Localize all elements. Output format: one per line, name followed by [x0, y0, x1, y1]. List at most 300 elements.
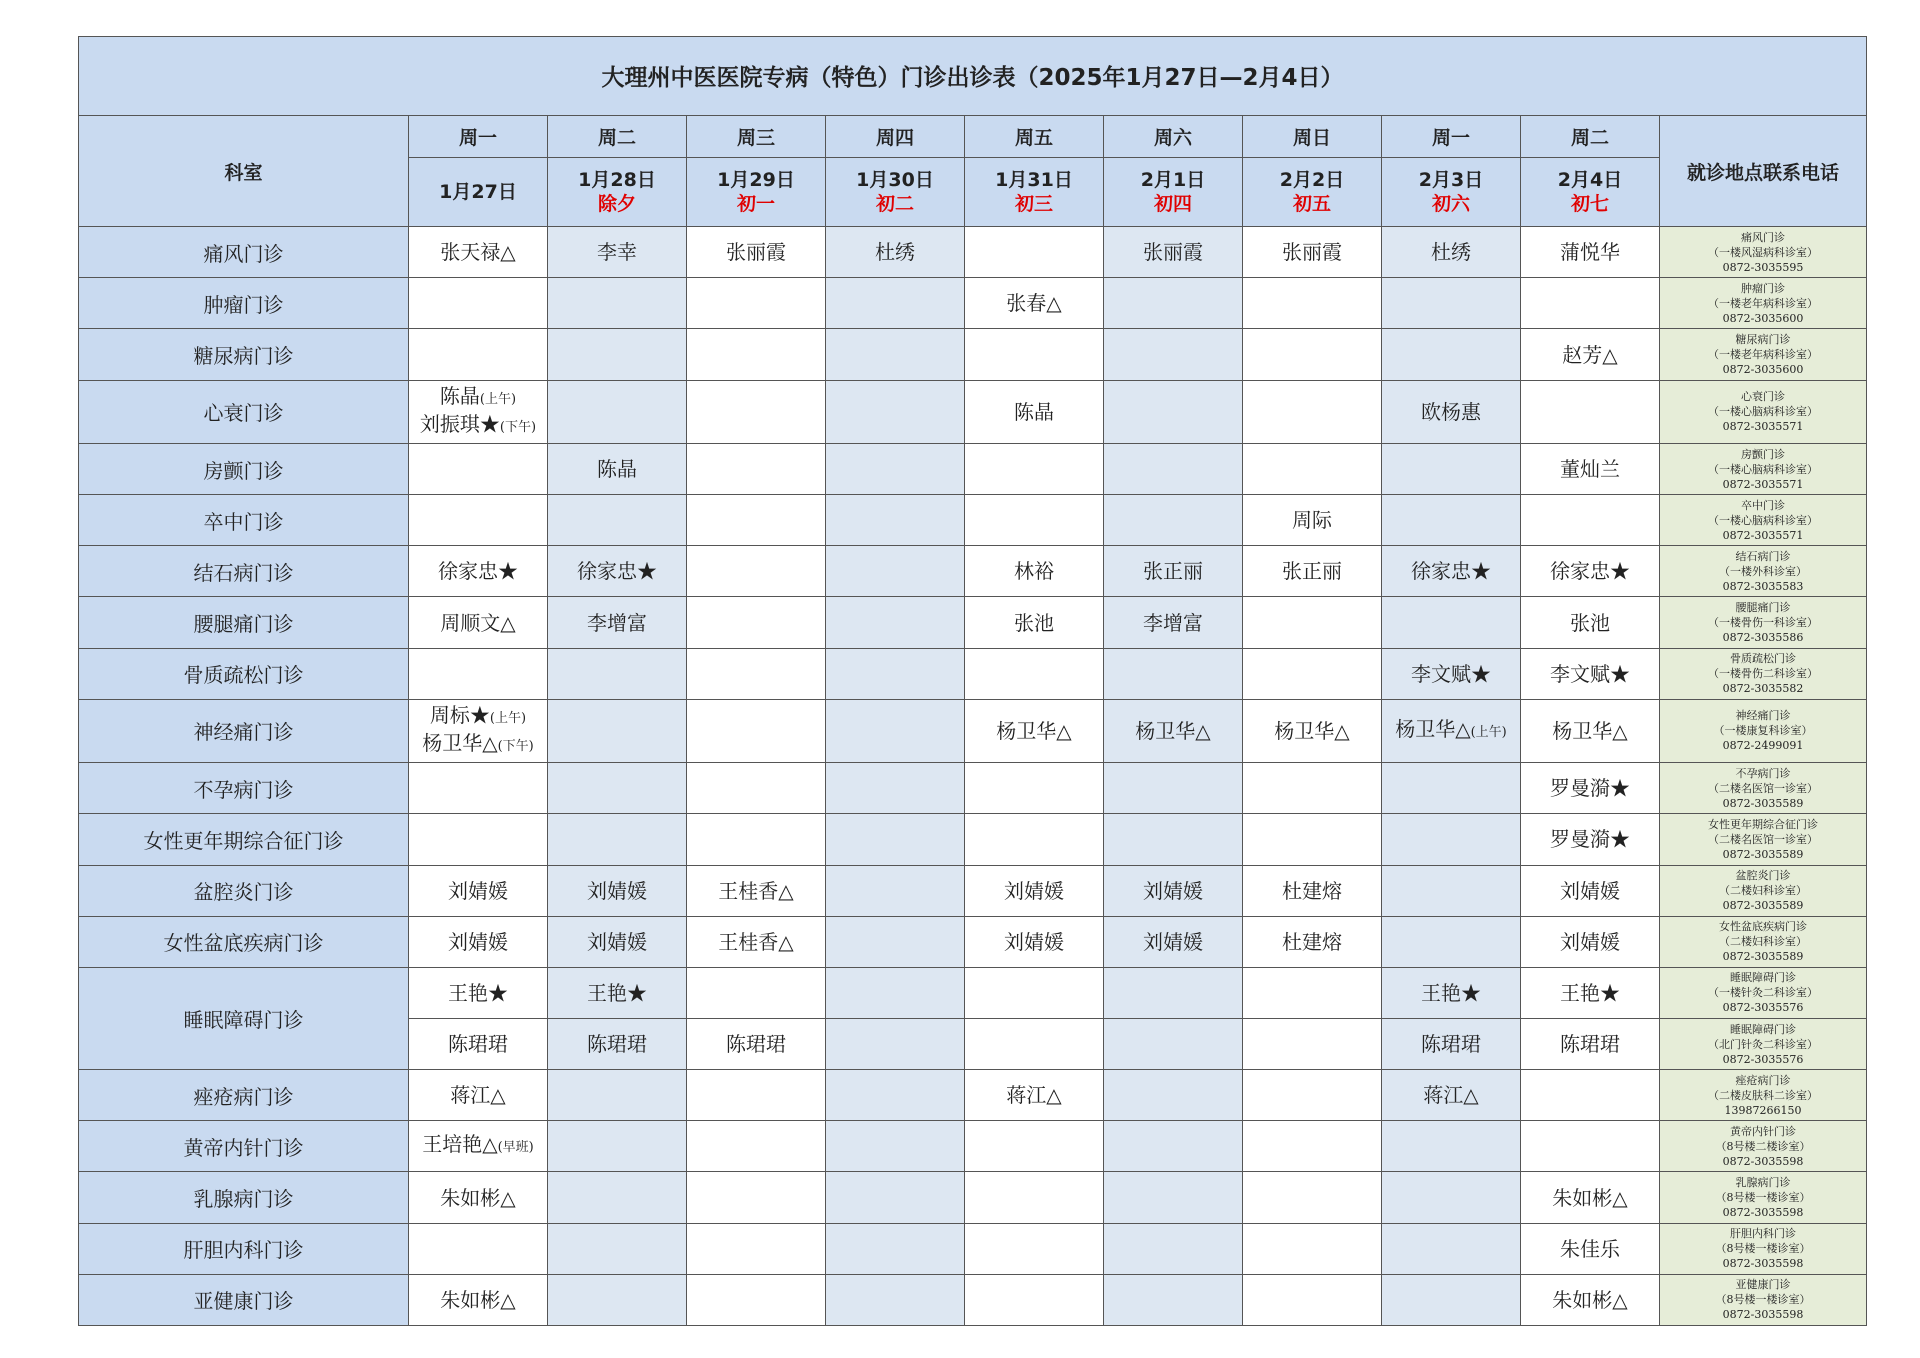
doctor-name: 刘婧媛 — [1560, 878, 1620, 903]
doctor-cell — [409, 329, 548, 380]
doctor-cell — [1104, 1274, 1243, 1325]
doctor-cell — [409, 648, 548, 699]
doctor-name: 林裕 — [1014, 559, 1054, 584]
weekday-header: 周五 — [965, 115, 1104, 157]
location-cell — [1660, 763, 1867, 814]
doctor-cell — [965, 865, 1104, 916]
doctor-cell — [1521, 329, 1660, 380]
date-label: 2月4日 — [1557, 169, 1623, 192]
doctor-cell — [826, 1070, 965, 1121]
table-row — [79, 546, 1867, 597]
doctor-name: 李文赋★ — [1411, 661, 1491, 686]
doctor-name: 张天禄△ — [440, 240, 516, 265]
doctor-cell — [409, 814, 548, 865]
phone-number: 0872-3035600 — [1722, 311, 1804, 325]
doctor-name: 蒲悦华 — [1560, 240, 1620, 265]
doctor-cell — [965, 699, 1104, 762]
dept-name: 不孕病门诊 — [79, 763, 409, 814]
doctor-cell — [1104, 444, 1243, 495]
location-text: （一楼心脑病科诊室） — [1708, 513, 1818, 527]
doctor-cell — [1104, 329, 1243, 380]
location-text: 心衰门诊 — [1741, 390, 1785, 404]
doctor-cell — [965, 495, 1104, 546]
doctor-cell — [1104, 380, 1243, 443]
doctor-name: 朱如彬△ — [440, 1185, 516, 1210]
doctor-cell — [1521, 380, 1660, 443]
doctor-cell — [409, 1274, 548, 1325]
doctor-cell — [1382, 546, 1521, 597]
doctor-cell — [965, 380, 1104, 443]
doctor-cell — [1382, 699, 1521, 762]
weekday-header: 周一 — [1382, 115, 1521, 157]
location-cell — [1660, 329, 1867, 380]
doctor-name: 刘振琪★ — [419, 411, 500, 436]
doctor-cell — [1521, 648, 1660, 699]
doctor-name: 周标★ — [429, 702, 490, 727]
location-text: 乳腺病门诊 — [1735, 1176, 1791, 1190]
location-text: 糖尿病门诊 — [1735, 333, 1791, 347]
dept-name: 结石病门诊 — [79, 546, 409, 597]
doctor-cell — [687, 1121, 826, 1172]
doctor-cell — [1382, 1223, 1521, 1274]
doctor-cell — [548, 1223, 687, 1274]
doctor-name: 陈晶 — [597, 457, 637, 482]
doctor-cell — [687, 648, 826, 699]
doctor-cell — [1521, 597, 1660, 648]
doctor-cell — [1382, 380, 1521, 443]
doctor-cell — [1382, 1172, 1521, 1223]
doctor-name: 赵芳△ — [1562, 342, 1618, 367]
phone-number: 0872-3035582 — [1722, 682, 1804, 696]
doctor-cell — [1521, 967, 1660, 1018]
doctor-cell — [1521, 278, 1660, 329]
doctor-name: 张丽霞 — [726, 240, 786, 265]
doctor-cell — [1243, 967, 1382, 1018]
table-row — [79, 648, 1867, 699]
doctor-cell — [1382, 648, 1521, 699]
doctor-name: 徐家忠★ — [577, 559, 657, 584]
doctor-cell — [965, 916, 1104, 967]
doctor-cell — [1382, 916, 1521, 967]
doctor-cell — [965, 763, 1104, 814]
location-text: （二楼皮肤科二诊室） — [1708, 1088, 1818, 1102]
doctor-cell — [1243, 278, 1382, 329]
doctor-cell — [826, 699, 965, 762]
phone-number: 0872-3035586 — [1722, 631, 1804, 645]
table-row — [79, 916, 1867, 967]
doctor-name: 张池 — [1570, 610, 1610, 635]
dept-name: 乳腺病门诊 — [79, 1172, 409, 1223]
phone-number: 0872-3035571 — [1722, 477, 1804, 491]
date-header — [409, 158, 548, 227]
table-row — [79, 1223, 1867, 1274]
doctor-name: 罗曼漪★ — [1550, 827, 1630, 852]
location-text: 黄帝内针门诊 — [1730, 1124, 1796, 1138]
dept-header: 科室 — [79, 115, 409, 226]
doctor-name: 刘婧媛 — [448, 878, 508, 903]
doctor-name: 王桂香△ — [718, 929, 794, 954]
phone-number: 0872-3035598 — [1722, 1308, 1804, 1322]
doctor-cell — [409, 380, 548, 443]
doctor-name: 陈晶 — [439, 383, 480, 408]
doctor-cell — [409, 865, 548, 916]
dept-name: 卒中门诊 — [79, 495, 409, 546]
doctor-name: 罗曼漪★ — [1550, 776, 1630, 801]
location-text: （二楼妇科诊室） — [1719, 935, 1807, 949]
weekday-header: 周二 — [1521, 115, 1660, 157]
doctor-cell — [1104, 495, 1243, 546]
doctor-cell — [409, 1121, 548, 1172]
phone-number: 0872-2499091 — [1722, 739, 1804, 753]
doctor-cell — [548, 1172, 687, 1223]
doctor-cell — [1382, 865, 1521, 916]
phone-number: 0872-3035583 — [1722, 579, 1804, 593]
dept-name: 骨质疏松门诊 — [79, 648, 409, 699]
doctor-cell — [1104, 814, 1243, 865]
doctor-cell — [826, 1018, 965, 1069]
table-row — [79, 1172, 1867, 1223]
phone-number: 0872-3035595 — [1722, 260, 1804, 274]
doctor-name: 杨卫华△ — [422, 730, 498, 755]
doctor-cell — [409, 916, 548, 967]
doctor-cell — [965, 546, 1104, 597]
dept-name: 肿瘤门诊 — [79, 278, 409, 329]
location-text: 睡眠障碍门诊 — [1730, 1022, 1796, 1036]
dept-name: 房颤门诊 — [79, 444, 409, 495]
doctor-cell — [826, 763, 965, 814]
location-text: （二楼名医馆一诊室） — [1708, 781, 1818, 795]
dept-name: 肝胆内科门诊 — [79, 1223, 409, 1274]
doctor-cell — [1104, 1223, 1243, 1274]
doctor-name: 陈珺珺 — [587, 1032, 647, 1057]
doctor-cell — [548, 1018, 687, 1069]
doctor-cell — [965, 227, 1104, 278]
doctor-cell — [965, 1070, 1104, 1121]
location-text: 睡眠障碍门诊 — [1730, 971, 1796, 985]
doctor-name: 杨卫华△ — [1552, 718, 1628, 743]
doctor-cell — [409, 699, 548, 762]
doctor-cell — [965, 967, 1104, 1018]
doctor-cell — [1521, 865, 1660, 916]
date-header — [1104, 158, 1243, 227]
location-text: （一楼外科诊室） — [1719, 564, 1807, 578]
doctor-cell — [1382, 329, 1521, 380]
doctor-cell — [1521, 495, 1660, 546]
location-text: （二楼名医馆一诊室） — [1708, 832, 1818, 846]
doctor-cell — [1104, 648, 1243, 699]
dept-name: 心衰门诊 — [79, 380, 409, 443]
weekday-header: 周一 — [409, 115, 548, 157]
doctor-cell — [687, 699, 826, 762]
doctor-cell — [409, 444, 548, 495]
doctor-cell — [409, 597, 548, 648]
doctor-cell — [409, 763, 548, 814]
dept-name: 腰腿痛门诊 — [79, 597, 409, 648]
doctor-cell — [687, 1172, 826, 1223]
doctor-name: 刘婧媛 — [587, 929, 647, 954]
doctor-cell — [965, 444, 1104, 495]
table-row — [79, 329, 1867, 380]
doctor-cell — [409, 546, 548, 597]
doctor-cell — [409, 1070, 548, 1121]
dept-name: 女性盆底疾病门诊 — [79, 916, 409, 967]
doctor-cell — [1382, 763, 1521, 814]
phone-number: 0872-3035589 — [1722, 950, 1804, 964]
location-text: （一楼骨伤二科诊室） — [1708, 667, 1818, 681]
doctor-cell — [826, 648, 965, 699]
doctor-name: 徐家忠★ — [1411, 559, 1491, 584]
location-text: 女性更年期综合征门诊 — [1708, 817, 1818, 831]
doctor-cell — [548, 329, 687, 380]
phone-number: 0872-3035600 — [1722, 363, 1804, 377]
doctor-cell — [1382, 814, 1521, 865]
doctor-cell — [826, 865, 965, 916]
doctor-name: 欧杨惠 — [1421, 399, 1481, 424]
doctor-cell — [687, 278, 826, 329]
doctor-cell — [1521, 546, 1660, 597]
doctor-cell — [1104, 1172, 1243, 1223]
date-label: 1月27日 — [439, 181, 517, 204]
doctor-name: 杨卫华△ — [1395, 716, 1471, 741]
location-text: （一楼心脑病科诊室） — [1708, 462, 1818, 476]
location-cell — [1660, 1274, 1867, 1325]
doctor-cell — [965, 1223, 1104, 1274]
page-title: 大理州中医医院专病（特色）门诊出诊表（2025年1月27日—2月4日） — [79, 37, 1867, 116]
doctor-cell — [548, 380, 687, 443]
location-text: 亚健康门诊 — [1735, 1278, 1791, 1292]
lunar-date-label: 初二 — [875, 193, 914, 216]
date-label: 1月30日 — [856, 169, 934, 192]
dept-name: 亚健康门诊 — [79, 1274, 409, 1325]
doctor-cell — [1243, 699, 1382, 762]
doctor-cell — [1521, 1070, 1660, 1121]
doctor-name: 王艳★ — [1421, 980, 1481, 1005]
doctor-name: 张丽霞 — [1282, 240, 1342, 265]
location-header: 就诊地点联系电话 — [1660, 115, 1867, 226]
doctor-name: 陈珺珺 — [726, 1032, 786, 1057]
date-label: 2月3日 — [1418, 169, 1484, 192]
doctor-name: 刘婧媛 — [1004, 929, 1064, 954]
doctor-cell — [1104, 278, 1243, 329]
date-header — [1521, 158, 1660, 227]
doctor-cell — [1104, 763, 1243, 814]
doctor-name: 刘婧媛 — [1143, 878, 1203, 903]
doctor-cell — [548, 546, 687, 597]
shift-note: (下午) — [499, 419, 537, 435]
doctor-cell — [409, 1018, 548, 1069]
doctor-name: 朱佳乐 — [1560, 1236, 1620, 1261]
doctor-cell — [687, 444, 826, 495]
shift-note: (早班) — [497, 1140, 534, 1156]
table-row — [79, 1070, 1867, 1121]
doctor-cell — [548, 278, 687, 329]
doctor-cell — [1521, 227, 1660, 278]
phone-number: 0872-3035598 — [1722, 1206, 1804, 1220]
doctor-cell — [965, 1121, 1104, 1172]
doctor-cell — [687, 967, 826, 1018]
doctor-cell — [1521, 1172, 1660, 1223]
location-text: 肿瘤门诊 — [1741, 281, 1785, 295]
doctor-name: 杜建熔 — [1282, 929, 1342, 954]
doctor-cell — [826, 1172, 965, 1223]
location-cell — [1660, 1018, 1867, 1069]
date-header — [1243, 158, 1382, 227]
table-row — [79, 699, 1867, 762]
location-text: 结石病门诊 — [1735, 549, 1791, 563]
dept-name: 睡眠障碍门诊 — [79, 967, 409, 1069]
location-text: （8号楼一楼诊室） — [1715, 1191, 1811, 1205]
dept-name: 女性更年期综合征门诊 — [79, 814, 409, 865]
doctor-cell — [1382, 1121, 1521, 1172]
doctor-name: 朱如彬△ — [1552, 1185, 1628, 1210]
doctor-cell — [965, 278, 1104, 329]
date-header — [687, 158, 826, 227]
shift-note: (上午) — [489, 710, 527, 726]
doctor-cell — [1382, 495, 1521, 546]
doctor-cell — [826, 329, 965, 380]
location-cell — [1660, 1070, 1867, 1121]
dept-name: 痛风门诊 — [79, 227, 409, 278]
doctor-cell — [548, 916, 687, 967]
doctor-cell — [826, 1223, 965, 1274]
doctor-cell — [409, 227, 548, 278]
doctor-cell — [1243, 1121, 1382, 1172]
location-text: 房颤门诊 — [1741, 447, 1785, 461]
doctor-cell — [1382, 1070, 1521, 1121]
doctor-cell — [1243, 380, 1382, 443]
dept-name: 痤疮病门诊 — [79, 1070, 409, 1121]
doctor-cell — [1104, 1070, 1243, 1121]
doctor-cell — [1243, 546, 1382, 597]
doctor-cell — [826, 967, 965, 1018]
phone-number: 0872-3035598 — [1722, 1154, 1804, 1168]
phone-number: 0872-3035589 — [1722, 796, 1804, 810]
location-cell — [1660, 1172, 1867, 1223]
location-text: （北门针灸二科诊室） — [1708, 1037, 1818, 1051]
doctor-cell — [1382, 278, 1521, 329]
table-row — [79, 1121, 1867, 1172]
doctor-cell — [1104, 699, 1243, 762]
doctor-name: 刘婧媛 — [1143, 929, 1203, 954]
date-label: 2月2日 — [1279, 169, 1345, 192]
date-header — [826, 158, 965, 227]
doctor-cell — [409, 495, 548, 546]
date-header — [548, 158, 687, 227]
doctor-cell — [1243, 1018, 1382, 1069]
doctor-name: 王艳★ — [587, 980, 647, 1005]
doctor-name: 周顺文△ — [440, 610, 516, 635]
location-text: （一楼骨伤一科诊室） — [1708, 616, 1818, 630]
shift-note: (上午) — [479, 391, 517, 407]
doctor-cell — [1243, 648, 1382, 699]
phone-number: 0872-3035576 — [1722, 1001, 1804, 1015]
doctor-cell — [548, 227, 687, 278]
weekday-header: 周六 — [1104, 115, 1243, 157]
doctor-cell — [1243, 1172, 1382, 1223]
weekday-header: 周四 — [826, 115, 965, 157]
doctor-name: 杨卫华△ — [1135, 718, 1211, 743]
lunar-date-label: 初一 — [736, 193, 775, 216]
location-cell — [1660, 444, 1867, 495]
doctor-cell — [548, 648, 687, 699]
date-label: 1月28日 — [578, 169, 656, 192]
doctor-cell — [826, 444, 965, 495]
table-row — [79, 967, 1867, 1018]
doctor-name: 张池 — [1014, 610, 1054, 635]
table-row — [79, 814, 1867, 865]
doctor-cell — [687, 380, 826, 443]
doctor-cell — [1243, 1274, 1382, 1325]
location-text: （一楼针灸二科诊室） — [1708, 986, 1818, 1000]
doctor-name: 杜建熔 — [1282, 878, 1342, 903]
doctor-cell — [687, 329, 826, 380]
doctor-cell — [965, 648, 1104, 699]
doctor-cell — [687, 763, 826, 814]
doctor-cell — [409, 278, 548, 329]
doctor-name: 蒋江△ — [450, 1083, 506, 1108]
doctor-cell — [1104, 865, 1243, 916]
doctor-cell — [826, 278, 965, 329]
lunar-date-label: 初四 — [1153, 193, 1192, 216]
doctor-cell — [548, 1121, 687, 1172]
location-cell — [1660, 278, 1867, 329]
doctor-cell — [1104, 916, 1243, 967]
doctor-cell — [1243, 865, 1382, 916]
table-row — [79, 380, 1867, 443]
doctor-name: 陈晶 — [1014, 399, 1054, 424]
doctor-name: 王艳★ — [1560, 980, 1620, 1005]
location-text: 不孕病门诊 — [1735, 766, 1791, 780]
location-text: 女性盆底疾病门诊 — [1719, 920, 1807, 934]
doctor-cell — [826, 597, 965, 648]
doctor-cell — [1243, 916, 1382, 967]
table-row — [79, 495, 1867, 546]
doctor-name: 王桂香△ — [718, 878, 794, 903]
weekday-header: 周三 — [687, 115, 826, 157]
doctor-cell — [965, 597, 1104, 648]
shift-note: (下午) — [497, 738, 534, 754]
weekday-header: 周二 — [548, 115, 687, 157]
phone-number: 0872-3035571 — [1722, 528, 1804, 542]
doctor-cell — [1243, 1070, 1382, 1121]
doctor-cell — [1382, 1018, 1521, 1069]
location-text: 痛风门诊 — [1741, 230, 1785, 244]
doctor-cell — [1521, 1018, 1660, 1069]
table-row — [79, 597, 1867, 648]
lunar-date-label: 初三 — [1014, 193, 1053, 216]
location-text: 肝胆内科门诊 — [1730, 1227, 1796, 1241]
dept-name: 黄帝内针门诊 — [79, 1121, 409, 1172]
doctor-name: 刘婧媛 — [1560, 929, 1620, 954]
date-label: 2月1日 — [1140, 169, 1206, 192]
doctor-cell — [687, 1223, 826, 1274]
doctor-cell — [409, 1223, 548, 1274]
doctor-cell — [965, 1274, 1104, 1325]
lunar-date-label: 初五 — [1292, 193, 1331, 216]
doctor-cell — [548, 1070, 687, 1121]
doctor-cell — [1521, 1223, 1660, 1274]
doctor-cell — [826, 916, 965, 967]
doctor-cell — [1243, 1223, 1382, 1274]
doctor-name: 陈珺珺 — [1421, 1032, 1481, 1057]
doctor-name: 刘婧媛 — [587, 878, 647, 903]
doctor-cell — [409, 1172, 548, 1223]
location-text: 骨质疏松门诊 — [1730, 652, 1796, 666]
doctor-cell — [687, 865, 826, 916]
doctor-cell — [1104, 967, 1243, 1018]
dept-name: 神经痛门诊 — [79, 699, 409, 762]
location-cell — [1660, 495, 1867, 546]
